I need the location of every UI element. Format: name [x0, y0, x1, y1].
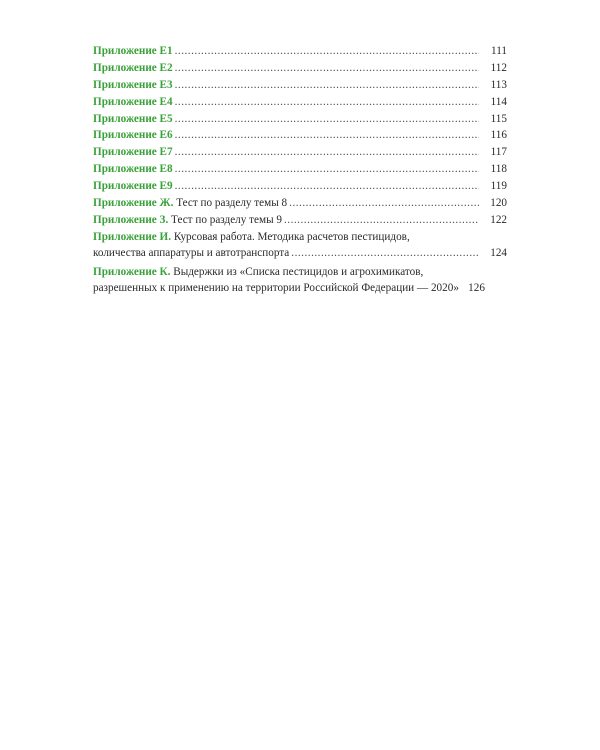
toc-entry-text: Выдержки из «Списка пестицидов и агрохимикатов, — [173, 266, 424, 279]
toc-entry-page: 122 — [490, 213, 507, 226]
dot-leader — [284, 212, 479, 229]
toc-entry-label — [93, 195, 287, 212]
dot-leader — [291, 246, 479, 262]
toc-entry-text: разрешенных к применению на территории Российской Федерации — 2020» — [93, 282, 459, 295]
toc-entry-title: Приложение Ж. — [93, 197, 174, 210]
toc-entry-text: количества аппаратуры и автотранспорта — [93, 246, 290, 259]
toc-entry-title: Приложение И. — [93, 230, 172, 243]
toc-entry-line — [93, 230, 507, 246]
dot-leader — [175, 161, 479, 178]
dot-leader — [175, 127, 479, 144]
toc-entry[interactable] — [93, 111, 507, 128]
toc-entry-title: Приложение Е4 — [93, 95, 173, 108]
toc-entry-page: 113 — [490, 78, 507, 91]
toc-entry-page: 112 — [490, 61, 507, 74]
toc-entry-title: Приложение Е1 — [93, 45, 173, 57]
toc-entry-text: Курсовая работа. Методика расчетов пестицидов, — [173, 230, 410, 243]
toc-entry-title: Приложение Е7 — [93, 146, 173, 159]
toc-entry-page: 118 — [490, 163, 507, 176]
toc-entry[interactable] — [93, 43, 507, 60]
toc-entry-page: 114 — [490, 95, 507, 108]
dot-leader — [175, 111, 479, 128]
toc-entry-page: 119 — [490, 180, 507, 193]
dot-leader — [175, 60, 479, 77]
table-of-contents — [93, 43, 507, 297]
toc-entry[interactable] — [93, 144, 507, 161]
toc-entry[interactable] — [93, 94, 507, 111]
toc-entry-page: 115 — [490, 112, 507, 125]
toc-entry-label — [93, 212, 282, 229]
toc-entry-title: Приложение Е6 — [93, 129, 173, 142]
dot-leader — [175, 144, 479, 161]
toc-entry-title: Приложение Е9 — [93, 180, 173, 193]
toc-entry-page: 117 — [490, 146, 507, 159]
toc-entry[interactable] — [93, 77, 507, 94]
dot-leader — [175, 94, 479, 111]
toc-entry-title: Приложение Е5 — [93, 112, 173, 125]
dot-leader — [175, 43, 479, 60]
toc-entry-page: 126 — [468, 282, 485, 295]
toc-entry-page: 111 — [491, 45, 507, 57]
toc-entry-title: Приложение Е3 — [93, 78, 173, 91]
toc-entry[interactable] — [93, 195, 507, 212]
toc-entry[interactable] — [93, 212, 507, 229]
dot-leader — [175, 77, 479, 94]
spacer — [93, 261, 507, 264]
dot-leader — [175, 178, 479, 195]
toc-entry[interactable] — [93, 161, 507, 178]
toc-entry-title: Приложение К. — [93, 266, 171, 279]
toc-entry-title: Приложение Е8 — [93, 163, 173, 176]
toc-entry-line — [93, 281, 507, 297]
toc-entry-title: Приложение Е2 — [93, 61, 173, 74]
toc-entry[interactable] — [93, 178, 507, 195]
toc-entry-text: Тест по разделу темы 9 — [171, 213, 282, 226]
toc-entry-line — [93, 265, 507, 281]
toc-entry-page: 120 — [490, 197, 507, 210]
dot-leader — [289, 195, 479, 212]
toc-entry-page: 124 — [490, 246, 507, 259]
toc-entry[interactable] — [93, 265, 507, 297]
toc-entry[interactable] — [93, 230, 507, 262]
toc-entry-text: Тест по разделу темы 8 — [176, 197, 288, 210]
toc-entry-page: 116 — [490, 129, 507, 142]
toc-entry-line — [93, 246, 507, 262]
toc-entry-title: Приложение З. — [93, 213, 169, 226]
toc-entry[interactable] — [93, 127, 507, 144]
toc-entry[interactable] — [93, 60, 507, 77]
